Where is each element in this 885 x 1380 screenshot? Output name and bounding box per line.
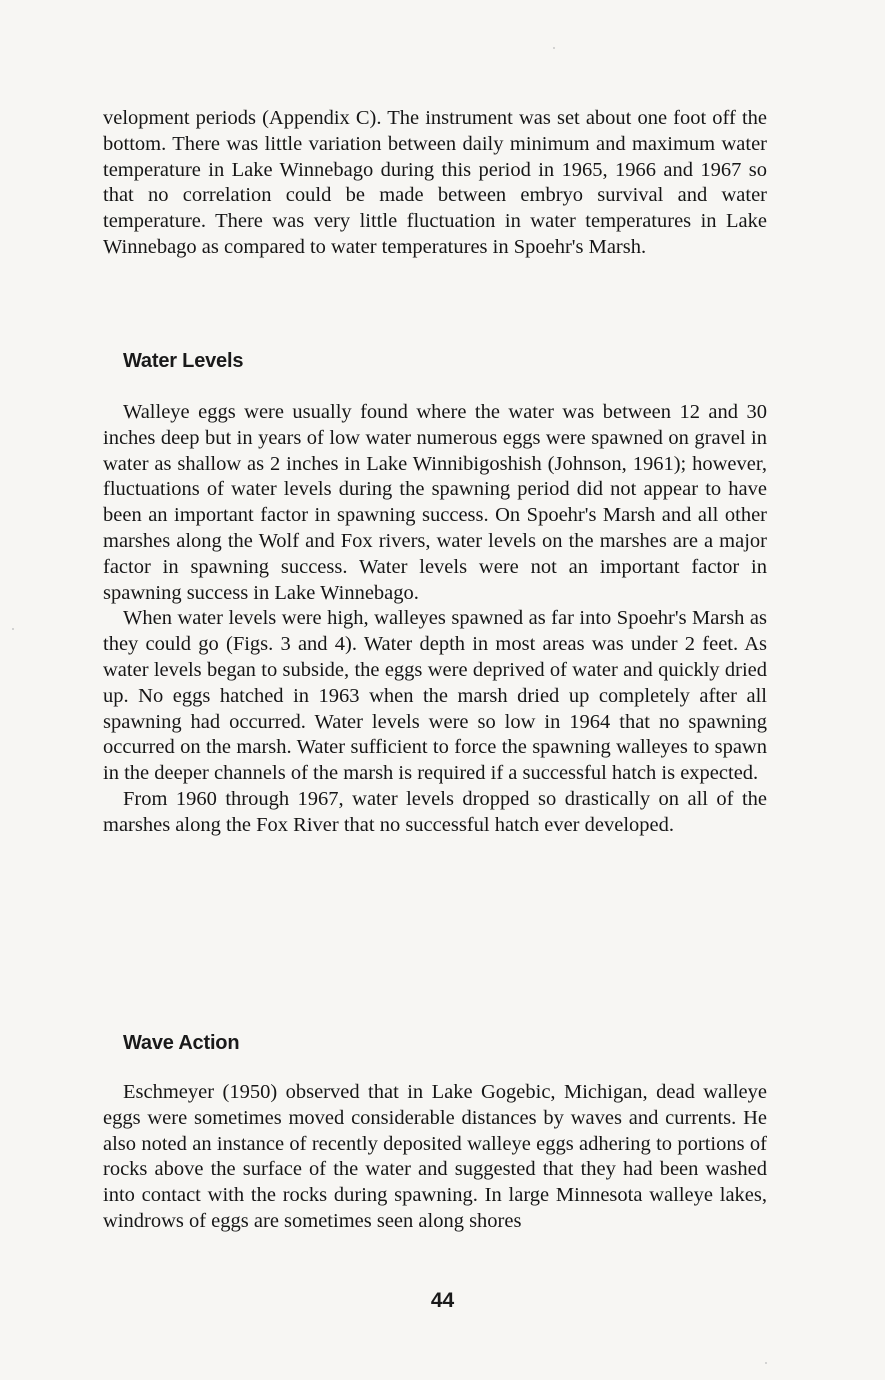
scan-speck [553,47,555,49]
scan-speck [12,628,14,630]
section-heading-wave-action: Wave Action [123,1032,240,1054]
water-levels-section [103,400,767,839]
intro-paragraph: velopment periods (Appendix C). The instrument was set about one foot off the bottom. There was little variation between daily minimum and maximum water temperature in Lake Winnebago during this period in 1965, 1966 and 1967 so that no correlation could be made between embryo survival and water temperature. There was very little fluctuation in water temperatures in Lake Winnebago as compared to water temperatures in Spoehr's Marsh. [103,107,767,258]
water-levels-paragraph-2: When water levels were high, walleyes spawned as far into Spoehr's Marsh as they could go (Figs. 3 and 4). Water depth in most areas was under 2 feet. As water levels began to subside, the eggs were deprived of water and quickly dried up. No eggs hatched in 1963 when the marsh dried up completely after all spawning had occurred. Water levels were so low in 1964 that no spawning occurred on the marsh. Water sufficient to force the spawning walleyes to spawn in the deeper channels of the marsh is required if a successful hatch is expected. [103,607,767,785]
water-levels-paragraph-1: Walleye eggs were usually found where the water was between 12 and 30 inches deep but in years of low water numerous eggs were spawned on gravel in water as shallow as 2 inches in Lake Winnibigoshish (Johnson, 1961); however, fluctuations of water levels during the spawning period did not appear to have been an important factor in spawning success. On Spoehr's Marsh and all other marshes along the Wolf and Fox rivers, water levels on the marshes are a major factor in spawning success. Water levels were not an important factor in spawning success in Lake Winnebago. [103,401,767,604]
wave-action-section [103,1080,767,1235]
scan-speck [765,1362,767,1364]
page-number: 44 [430,1289,455,1312]
water-levels-paragraph-3: From 1960 through 1967, water levels dropped so drastically on all of the marshes along the Fox River that no successful hatch ever developed. [103,787,767,836]
section-heading-water-levels: Water Levels [123,350,244,372]
intro-paragraph-block [103,106,767,261]
wave-action-paragraph: Eschmeyer (1950) observed that in Lake Gogebic, Michigan, dead walleye eggs were sometimes moved considerable distances by waves and currents. He also noted an instance of recently deposited walleye eggs adhering to portions of rocks above the surface of the water and suggested that they had been washed into contact with the rocks during spawning. In large Minnesota walleye lakes, windrows of eggs are sometimes seen along shores [103,1081,767,1232]
